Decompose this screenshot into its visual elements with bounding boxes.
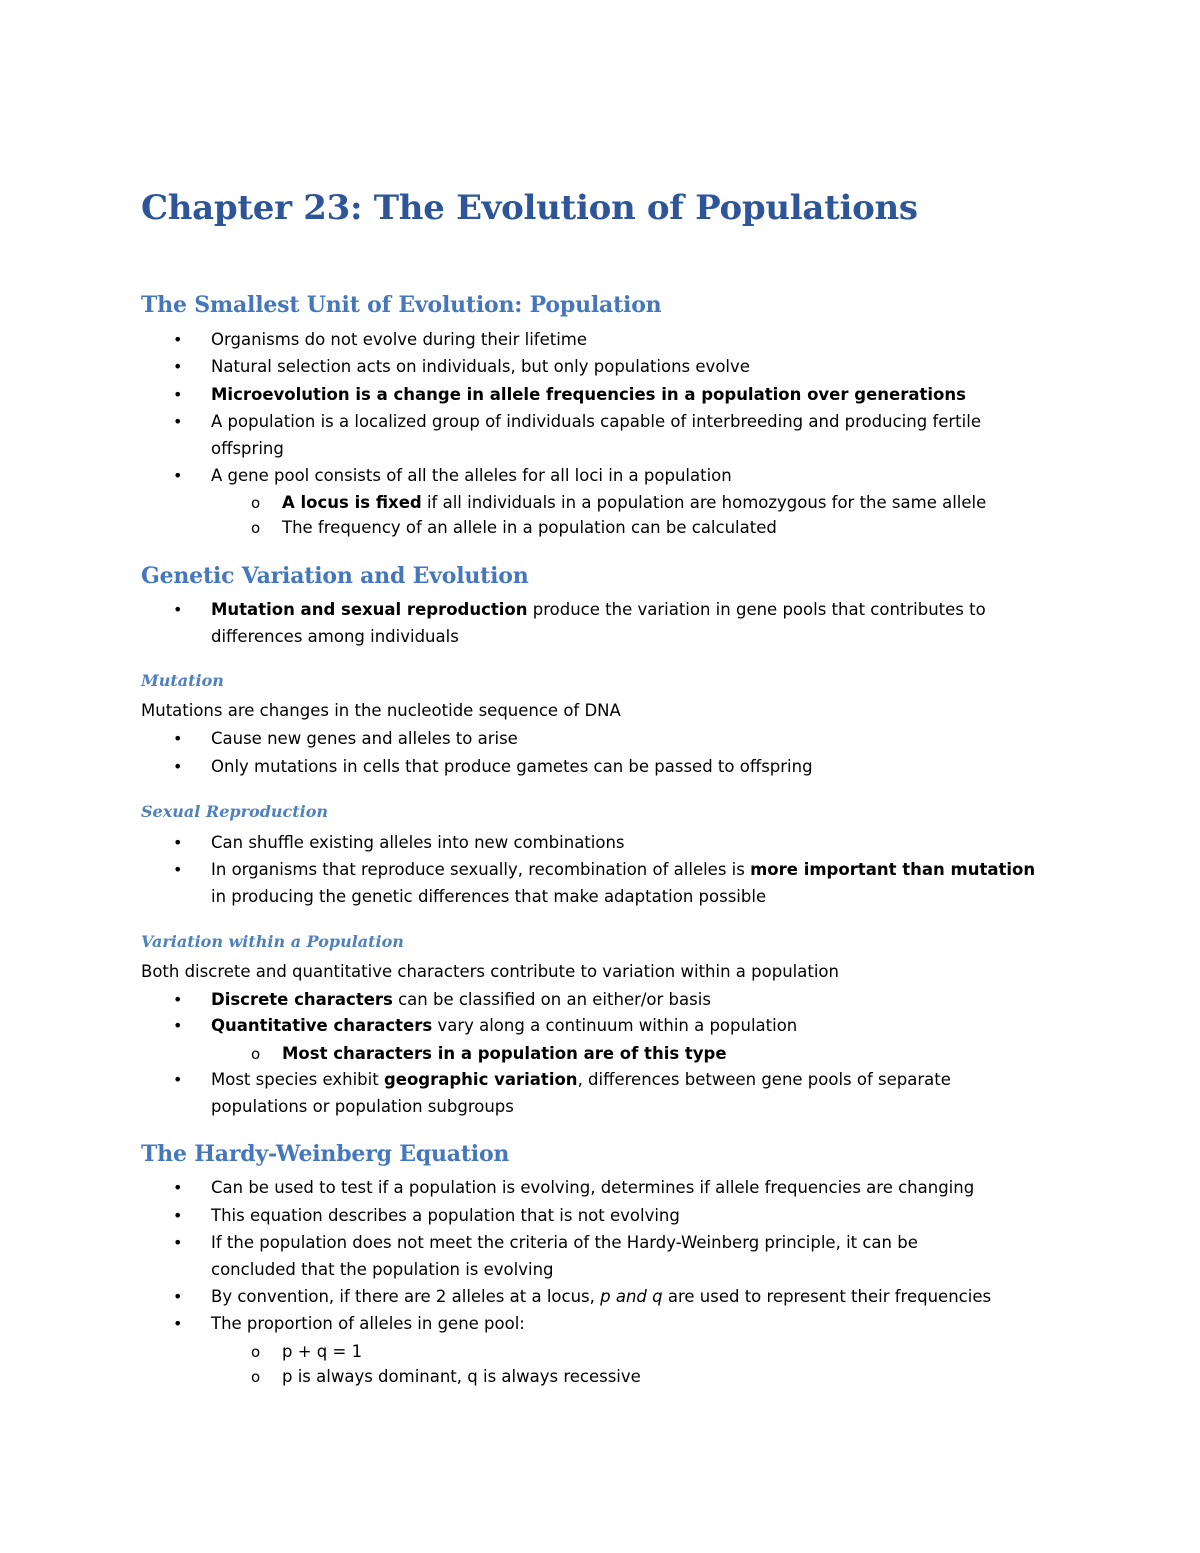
text: vary along a continuum within a population (432, 1016, 798, 1035)
text: By convention, if there are 2 alleles at a locus, (211, 1287, 601, 1306)
text: produce the variation in gene pools that contributes to (527, 600, 986, 619)
list-item: • This equation describes a population that is not evolving (211, 1203, 680, 1230)
list-item (211, 1284, 991, 1311)
bold-text: Mutation and sexual reproduction (211, 600, 528, 619)
list-item: • Only mutations in cells that produce gametes can be passed to offspring (211, 754, 813, 781)
sub-list-item: o p + q = 1 (282, 1339, 362, 1365)
list-item (211, 597, 986, 650)
bold-text: geographic variation (383, 1070, 578, 1089)
list-item: • Can be used to test if a population is evolving, determines if allele frequencies are changing (211, 1175, 974, 1202)
list-item (211, 1230, 918, 1283)
bold-text: Quantitative characters (211, 1016, 433, 1035)
bold-text: A locus is fixed (282, 493, 422, 512)
text: if all individuals in a population are homozygous for the same allele (421, 493, 987, 512)
text: Most species exhibit (211, 1070, 384, 1089)
list-item: • Organisms do not evolve during their lifetime (211, 327, 587, 354)
line-2: offspring (211, 438, 284, 458)
italic-text: p and q (600, 1287, 663, 1306)
list-item: • A gene pool consists of all the alleles for all loci in a population (211, 463, 732, 490)
line-2: concluded that the population is evolving (211, 1259, 554, 1279)
sub-list-item: o p is always dominant, q is always recessive (282, 1364, 641, 1390)
heading-hardy-weinberg: The Hardy-Weinberg Equation (141, 1141, 510, 1167)
text: are used to represent their frequencies (662, 1287, 992, 1306)
list-item (211, 987, 711, 1014)
line-1: A population is a localized group of individuals capable of interbreeding and producing fertile (211, 412, 981, 431)
list-item: • Can shuffle existing alleles into new combinations (211, 830, 625, 857)
page-title: Chapter 23: The Evolution of Populations (141, 188, 918, 228)
line-2: populations or population subgroups (211, 1096, 514, 1116)
sub-list-item: o The frequency of an allele in a population can be calculated (282, 515, 777, 541)
bold-text: more important than mutation (750, 860, 1036, 879)
bold-text: Most characters in a population are of this type (282, 1044, 727, 1063)
paragraph: Both discrete and quantitative characters contribute to variation within a population (141, 962, 839, 981)
heading-variation-within: Variation within a Population (141, 932, 404, 951)
line-1: If the population does not meet the criteria of the Hardy-Weinberg principle, it can be (211, 1233, 918, 1252)
list-item (211, 409, 981, 462)
line-2: in producing the genetic differences that make adaptation possible (211, 886, 767, 906)
list-item: • The proportion of alleles in gene pool: (211, 1311, 525, 1338)
heading-mutation: Mutation (141, 671, 224, 690)
line-2: differences among individuals (211, 626, 459, 646)
text: can be classified on an either/or basis (392, 990, 711, 1009)
list-item (211, 1067, 951, 1120)
text: In organisms that reproduce sexually, recombination of alleles is (211, 860, 751, 879)
heading-genetic-variation: Genetic Variation and Evolution (141, 563, 529, 589)
text: , differences between gene pools of separate (577, 1070, 951, 1089)
list-item (211, 857, 1035, 910)
sub-list-item (282, 490, 986, 516)
heading-sexual-reproduction: Sexual Reproduction (141, 802, 329, 821)
bold-text: Discrete characters (211, 990, 393, 1009)
sub-list-item (282, 1041, 727, 1067)
list-item: • Natural selection acts on individuals, but only populations evolve (211, 354, 750, 381)
bold-text: Microevolution is a change in allele frequencies in a population over generations (211, 385, 966, 404)
list-item: • Cause new genes and alleles to arise (211, 726, 518, 753)
list-item (211, 1013, 797, 1040)
list-item (211, 382, 966, 409)
paragraph: Mutations are changes in the nucleotide sequence of DNA (141, 701, 621, 720)
heading-smallest-unit: The Smallest Unit of Evolution: Population (141, 292, 662, 318)
